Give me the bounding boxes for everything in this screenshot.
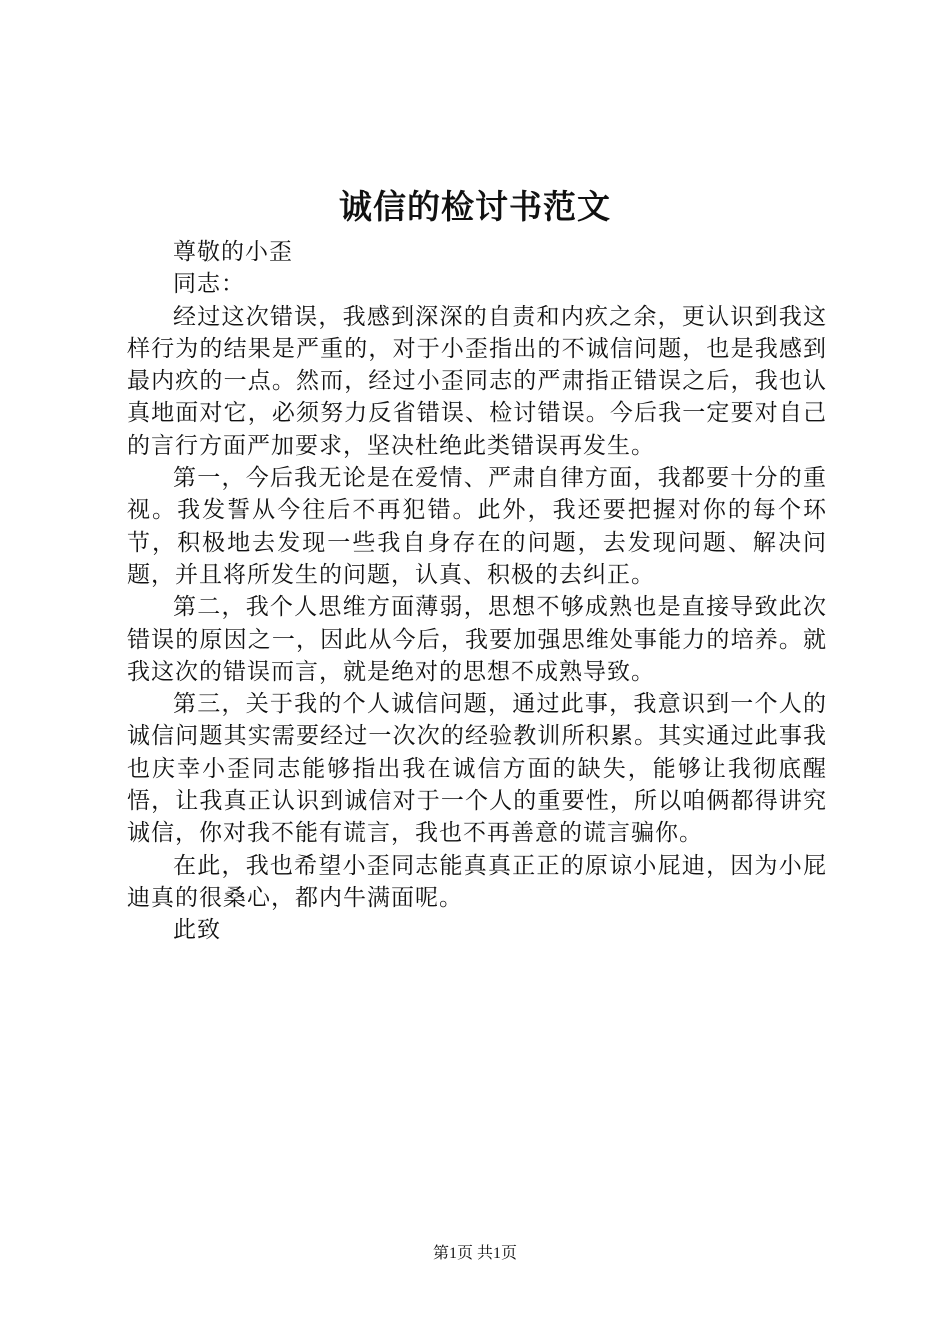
document-body — [127, 236, 827, 947]
paragraph-first: 第一，今后我无论是在爱情、严肃自律方面，我都要十分的重视。我发誓从今往后不再犯错。此外，我还要把握对你的每个环节，积极地去发现一些我自身存在的问题，去发现问题、解决问题，并且将所发生的问题，认真、积极的去纠正。 — [127, 465, 827, 588]
paragraph-intro: 经过这次错误，我感到深深的自责和内疚之余，更认识到我这样行为的结果是严重的，对于小歪指出的不诚信问题，也是我感到最内疚的一点。然而，经过小歪同志的严肃指正错误之后，我也认真地面对它，必须努力反省错误、检讨错误。今后我一定要对自己的言行方面严加要求，坚决杜绝此类错误再发生。 — [127, 303, 827, 459]
document-title: 诚信的检讨书范文 — [339, 187, 611, 226]
paragraph-second: 第二，我个人思维方面薄弱，思想不够成熟也是直接导致此次错误的原因之一，因此从今后，我要加强思维处事能力的培养。就我这次的错误而言，就是绝对的思想不成熟导致。 — [127, 594, 827, 685]
paragraph-third: 第三，关于我的个人诚信问题，通过此事，我意识到一个人的诚信问题其实需要经过一次次的经验教训所积累。其实通过此事我也庆幸小歪同志能够指出我在诚信方面的缺失，能够让我彻底醒悟，让我真正认识到诚信对于一个人的重要性，所以咱俩都得讲究诚信，你对我不能有谎言，我也不再善意的谎言骗你。 — [127, 691, 827, 847]
closing-phrase: 此致 — [173, 917, 221, 944]
salutation-line-2: 同志： — [173, 271, 245, 298]
page-number-footer: 第1页 共1页 — [432, 1245, 517, 1262]
paragraph-closing: 在此，我也希望小歪同志能真真正正的原谅小屁迪，因为小屁迪真的很桑心，都内牛满面呢。 — [127, 852, 827, 911]
salutation-line-1: 尊敬的小歪 — [173, 239, 293, 265]
